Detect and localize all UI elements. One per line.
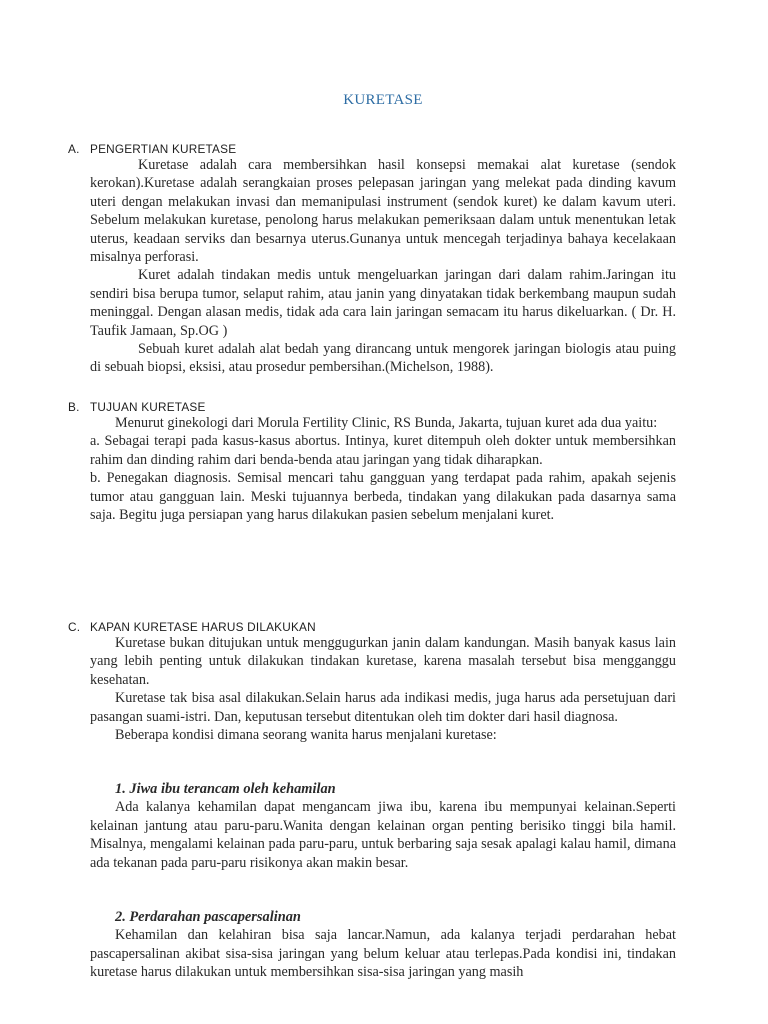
section-a-body [90, 156, 676, 377]
section-title: PENGERTIAN KURETASE [90, 142, 237, 156]
section-c-body [90, 634, 676, 744]
subsection-title: 2. Perdarahan pascapersalinan [115, 909, 301, 925]
paragraph: Ada kalanya kehamilan dapat mengancam jiwa ibu, karena ibu mempunyai kelainan.Seperti kelainan jantung atau paru-paru.Wanita dengan kelainan organ penting berisiko tinggi bila hamil. Misalnya, mengalami kelainan pada paru-paru, untuk berbaring saja sesak apalagi kalau hamil, dimana ada tekanan pada paru-paru risikonya akan makin besar. [90, 799, 676, 871]
section-b-body [90, 414, 676, 524]
document-title: KURETASE [343, 92, 423, 108]
section-title: TUJUAN KURETASE [90, 400, 206, 414]
paragraph: Sebuah kuret adalah alat bedah yang dirancang untuk mengorek jaringan biologis atau puing di sebuah biopsi, eksisi, atau prosedur pembersihan.(Michelson, 1988). [90, 341, 676, 376]
paragraph: Kuretase adalah cara membersihkan hasil konsepsi memakai alat kuretase (sendok kerokan).Kuretase adalah serangkaian proses pelepasan jaringan yang melekat pada dinding kavum uteri dengan melakukan invasi dan memanipulasi instrument (sendok kuret) ke dalam kavum uteri. Sebelum melakukan kuretase, penolong harus melakukan pemeriksaan dalam untuk menentukan letak uterus, keadaan serviks dan besarnya uterus.Gunanya untuk mencegah terjadinya bahaya kecelakaan misalnya perforasi. [90, 157, 676, 266]
paragraph: Kehamilan dan kelahiran bisa saja lancar.Namun, ada kalanya terjadi perdarahan hebat pascapersalinan akibat sisa-sisa jaringan yang belum keluar atau terlepas.Pada kondisi ini, tindakan kuretase harus dilakukan untuk membersihkan sisa-sisa jaringan yang masih [90, 927, 676, 981]
section-letter: C. [68, 620, 81, 634]
section-letter: B. [68, 400, 80, 414]
paragraph: Kuret adalah tindakan medis untuk mengeluarkan jaringan dari dalam rahim.Jaringan itu sendiri bisa berupa tumor, selaput rahim, atau janin yang dinyatakan tidak berkembang maupun sudah meninggal. Dengan alasan medis, tidak ada cara lain jaringan semacam itu harus dikeluarkan. ( Dr. H. Taufik Jamaan, Sp.OG ) [90, 267, 676, 339]
list-item: a. Sebagai terapi pada kasus-kasus abortus. Intinya, kuret ditempuh oleh dokter untuk membersihkan rahim dan dinding rahim dari benda-benda atau jaringan yang tidak diharapkan. [90, 433, 676, 468]
paragraph: Beberapa kondisi dimana seorang wanita harus menjalani kuretase: [115, 727, 497, 744]
paragraph: Menurut ginekologi dari Morula Fertility Clinic, RS Bunda, Jakarta, tujuan kuret ada dua yaitu: [115, 415, 658, 431]
subsection-title: 1. Jiwa ibu terancam oleh kehamilan [115, 781, 336, 797]
list-item: b. Penegakan diagnosis. Semisal mencari tahu gangguan yang terdapat pada rahim, apakah sejenis tumor atau gangguan lain. Meski tujuannya berbeda, tindakan yang dilakukan pada dasarnya sama saja. Begitu juga persiapan yang harus dilakukan pasien sebelum menjalani kuret. [90, 470, 676, 524]
paragraph: Kuretase bukan ditujukan untuk menggugurkan janin dalam kandungan. Masih banyak kasus lain yang lebih penting untuk dilakukan tindakan kuretase, karena masalah tersebut bisa mengganggu kesehatan. [90, 635, 676, 688]
subsection-1 [90, 780, 676, 872]
paragraph: Kuretase tak bisa asal dilakukan.Selain harus ada indikasi medis, juga harus ada persetujuan dari pasangan suami-istri. Dan, keputusan tersebut ditentukan oleh tim dokter dari hasil diagnosa. [90, 690, 676, 725]
section-title: KAPAN KURETASE HARUS DILAKUKAN [90, 620, 316, 634]
subsection-2 [90, 908, 676, 982]
section-letter: A. [68, 142, 80, 156]
